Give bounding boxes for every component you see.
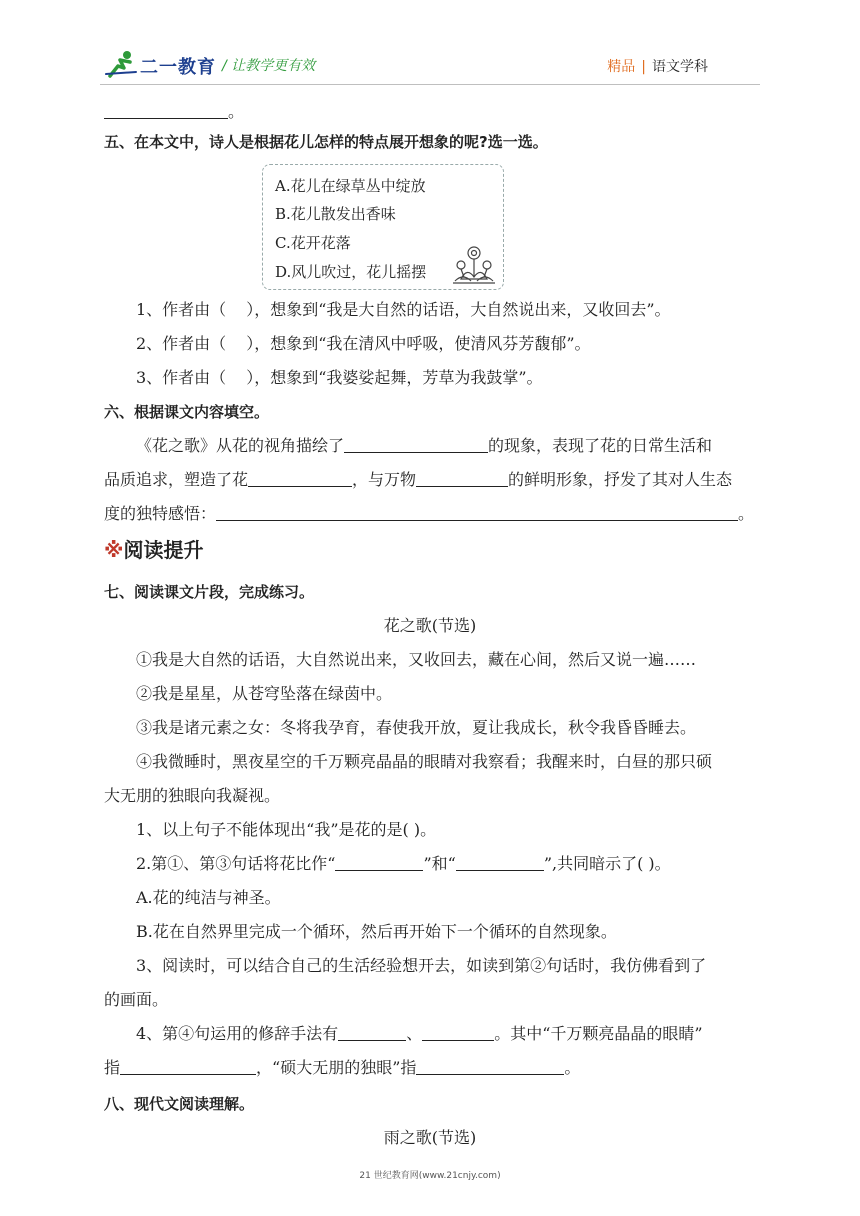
answer-blank[interactable]: [120, 1058, 256, 1075]
premium-label: 精品: [607, 59, 636, 75]
subject-tag: [607, 56, 708, 76]
q5-heading: 五、在本文中，诗人是根据花儿怎样的特点展开想象的呢?选一选。: [104, 133, 548, 151]
answer-blank[interactable]: [416, 470, 508, 487]
q7-option-a: A.花的纯洁与神圣。: [136, 888, 281, 907]
q8-passage-title: 雨之歌(节选): [383, 1128, 477, 1147]
q7-sub-4-a: 4、第④句运用的修辞手法有 、 。其中“千万颗亮晶晶的眼睛”: [136, 1024, 703, 1043]
answer-blank[interactable]: [335, 854, 423, 871]
page-header: [0, 0, 860, 90]
option-c: C.花开花落: [275, 234, 351, 252]
q7-sub-2: 2.第①、第③句话将花比作“ ”和“ ”,共同暗示了( )。: [136, 854, 671, 873]
subject-label: 语文学科: [652, 59, 708, 75]
q6-heading: 六、根据课文内容填空。: [104, 403, 270, 421]
previous-answer-line: 。: [104, 102, 244, 122]
answer-blank[interactable]: [456, 854, 544, 871]
q7-passage-p4-a: ④我微睡时，黑夜星空的千万颗亮晶晶的眼睛对我察看；我醒来时，白昼的那只硕: [136, 752, 713, 771]
q7-passage-p1: ①我是大自然的话语，大自然说出来，又收回去，藏在心间，然后又说一遍……: [136, 650, 697, 669]
option-a: A.花儿在绿草丛中绽放: [275, 177, 426, 195]
q6-line-1: 《花之歌》从花的视角描绘了 的现象，表现了花的日常生活和: [136, 436, 713, 455]
q6-line-3: 度的独特感悟： 。: [104, 504, 755, 523]
q5-item-3: 3、作者由（ ），想象到“我婆娑起舞，芳草为我鼓掌”。: [136, 368, 543, 387]
answer-blank[interactable]: [248, 470, 352, 487]
option-b: B.花儿散发出香味: [275, 205, 396, 223]
reading-section-title: ※阅读提升: [104, 538, 204, 562]
answer-blank[interactable]: [344, 436, 488, 453]
q7-passage-p3: ③我是诸元素之女：冬将我孕育，春使我开放，夏让我成长，秋令我昏昏睡去。: [136, 718, 697, 737]
answer-blank[interactable]: [216, 504, 738, 521]
flower-illustration-icon: [449, 243, 499, 287]
q5-options-box: [262, 164, 504, 290]
answer-blank[interactable]: [422, 1024, 494, 1041]
q7-option-b: B.花在自然界里完成一个循环，然后再开始下一个循环的自然现象。: [136, 922, 617, 941]
q7-sub-3-a: 3、阅读时，可以结合自己的生活经验想开去，如读到第②句话时，我仿佛看到了: [136, 956, 707, 975]
q5-item-1: 1、作者由（ ），想象到“我是大自然的话语，大自然说出来，又收回去”。: [136, 300, 671, 319]
logo-text: 二一教育: [140, 57, 216, 78]
q6-line-2: 品质追求，塑造了花 ，与万物 的鲜明形象，抒发了其对人生态: [104, 470, 733, 489]
answer-blank[interactable]: [338, 1024, 406, 1041]
slogan: / 让教学更有效: [222, 58, 316, 74]
tag-separator: |: [641, 59, 646, 75]
page-footer: 21 世纪教育网(www.21cnjy.com): [359, 1171, 501, 1181]
answer-blank[interactable]: [416, 1058, 564, 1075]
q5-item-2: 2、作者由（ ），想象到“我在清风中呼吸，使清风芬芳馥郁”。: [136, 334, 591, 353]
q7-sub-4-b: 指 ，“硕大无朋的独眼”指 。: [104, 1058, 581, 1077]
q7-sub-1: 1、以上句子不能体现出“我”是花的是( )。: [136, 820, 437, 839]
q8-heading: 八、现代文阅读理解。: [104, 1095, 255, 1113]
option-d: D.风儿吹过，花儿摇摆: [275, 263, 427, 281]
answer-blank[interactable]: [104, 102, 228, 119]
header-divider: [100, 84, 760, 85]
q7-sub-3-b: 的画面。: [104, 990, 169, 1009]
q7-passage-title: 花之歌(节选): [383, 616, 477, 635]
q7-heading: 七、阅读课文片段，完成练习。: [104, 583, 315, 601]
q7-passage-p4-b: 大无朋的独眼向我凝视。: [104, 786, 281, 805]
q7-passage-p2: ②我是星星，从苍穹坠落在绿茵中。: [136, 684, 393, 703]
runner-logo-icon: [104, 50, 138, 78]
